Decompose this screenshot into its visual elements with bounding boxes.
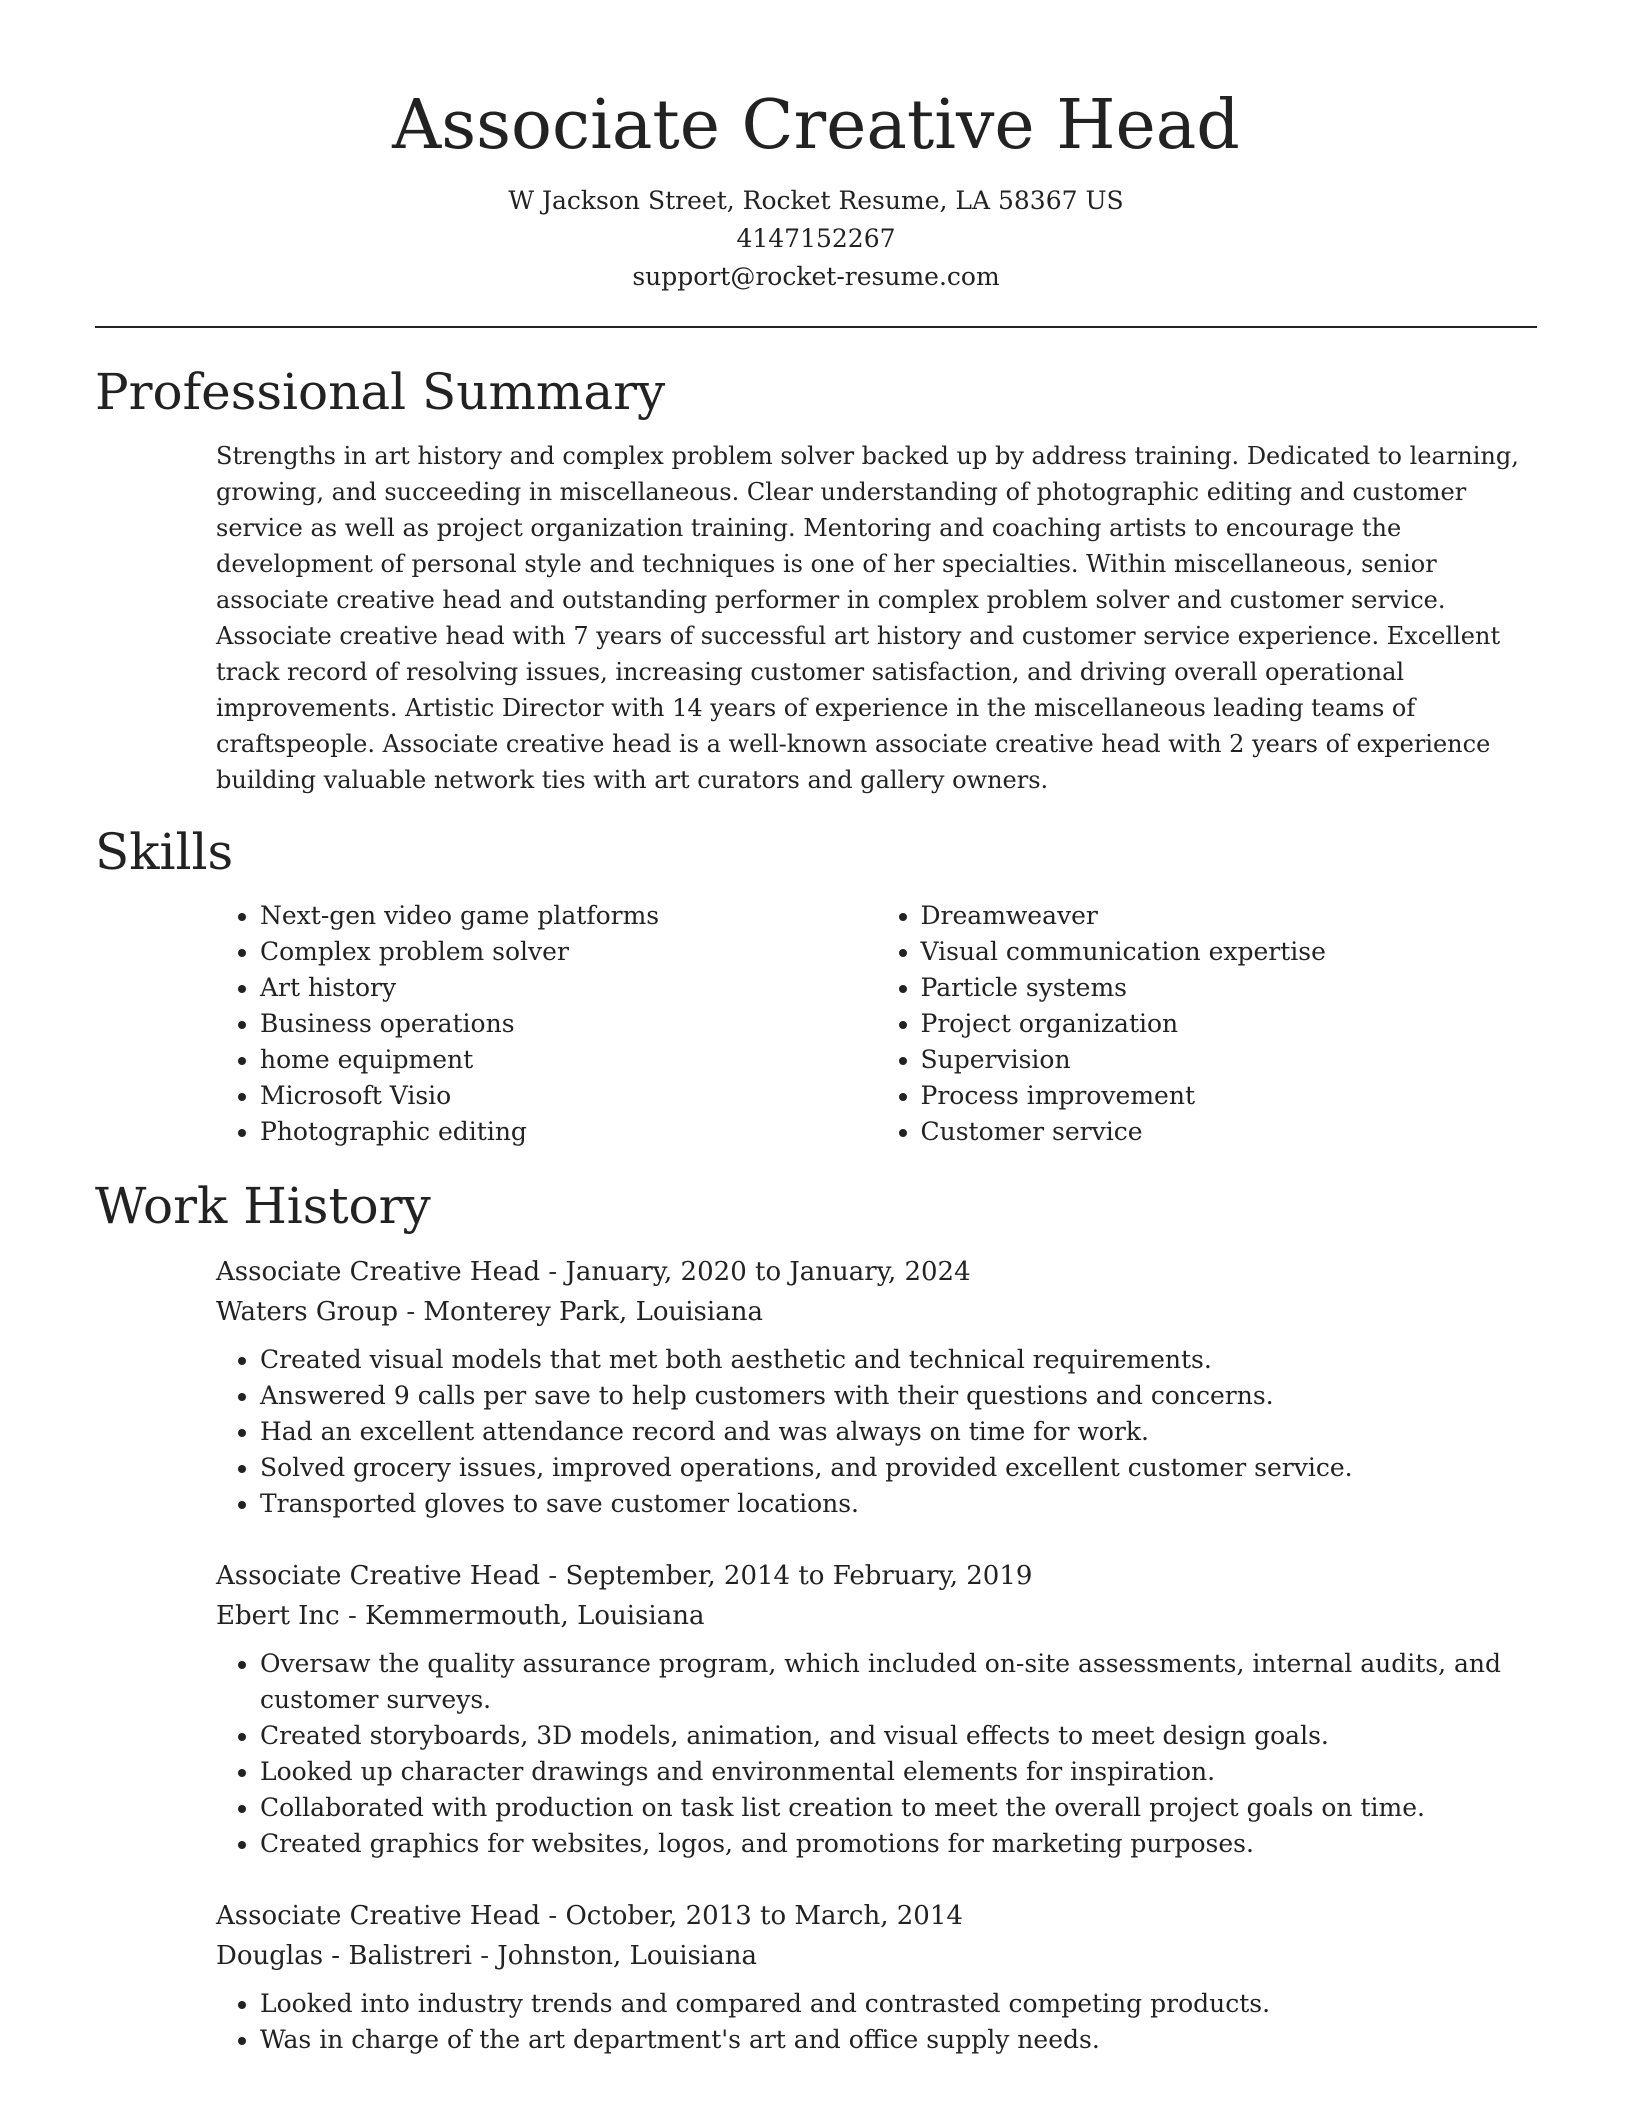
job-company: Waters Group <box>216 1297 399 1327</box>
job-company: Ebert Inc <box>216 1601 340 1631</box>
job-bullet: • Looked into industry trends and compared and contrasted competing products. <box>260 1986 1537 2022</box>
job-bullet: • Transported gloves to save customer locations. <box>260 1486 1537 1522</box>
header-divider <box>95 326 1537 328</box>
summary-text: Strengths in art history and complex problem solver backed up by address training. Dedicated to learning, growing, and succeeding in miscellaneous. Clear understanding of photographic editing and customer service as well as project organization training. Mentoring and coaching artists to encourage the development of personal style and techniques is one of her specialties. Within miscellaneous, senior associate creative head and outstanding performer in complex problem solver and customer service. Associate creative head with 7 years of successful art history and customer service experience. Excellent track record of resolving issues, increasing customer satisfaction, and driving overall operational improvements. Artistic Director with 14 years of experience in the miscellaneous leading teams of craftspeople. Associate creative head is a well-known associate creative head with 2 years of experience building valuable network ties with art curators and gallery owners. <box>216 442 1519 794</box>
job-bullet: • Had an excellent attendance record and was always on time for work. <box>260 1414 1537 1450</box>
job-bullet: • Collaborated with production on task list creation to meet the overall project goals on time. <box>260 1790 1537 1826</box>
contact-block <box>95 182 1537 296</box>
job-dates: September, 2014 to February, 2019 <box>565 1561 1033 1591</box>
email-text: support@rocket-resume.com <box>632 262 1000 291</box>
skill-item: • Business operations <box>260 1006 877 1042</box>
address-text: W Jackson Street, Rocket Resume, LA 58367 US <box>508 186 1124 215</box>
job-title-line: Associate Creative Head - October, 2013 to March, 2014 <box>216 1901 963 1931</box>
job-entry <box>216 1896 1537 2058</box>
skill-item: • Supervision <box>921 1042 1538 1078</box>
job-company-line: Waters Group - Monterey Park, Louisiana <box>216 1297 763 1327</box>
job-bullets <box>216 1986 1537 2058</box>
skill-item: • Customer service <box>921 1114 1538 1150</box>
job-company-line: Ebert Inc - Kemmermouth, Louisiana <box>216 1601 705 1631</box>
skill-item: • home equipment <box>260 1042 877 1078</box>
job-role: Associate Creative Head <box>216 1257 541 1287</box>
skill-item: • Art history <box>260 970 877 1006</box>
job-bullets <box>216 1342 1537 1522</box>
job-entry <box>216 1556 1537 1862</box>
skill-item: • Photographic editing <box>260 1114 877 1150</box>
resume-name: Associate Creative Head <box>392 86 1240 165</box>
job-bullet: • Answered 9 calls per save to help customers with their questions and concerns. <box>260 1378 1537 1414</box>
job-bullets <box>216 1646 1537 1862</box>
job-title-line: Associate Creative Head - January, 2020 to January, 2024 <box>216 1257 971 1287</box>
skill-item: • Dreamweaver <box>921 898 1538 934</box>
skill-item: • Microsoft Visio <box>260 1078 877 1114</box>
skill-item: • Visual communication expertise <box>921 934 1538 970</box>
job-bullet: • Solved grocery issues, improved operations, and provided excellent customer service. <box>260 1450 1537 1486</box>
job-company: Douglas - Balistreri <box>216 1941 472 1971</box>
job-bullet: • Created storyboards, 3D models, animation, and visual effects to meet design goals. <box>260 1718 1537 1754</box>
job-role: Associate Creative Head <box>216 1901 541 1931</box>
job-entry <box>216 1252 1537 1522</box>
job-location: Johnston, Louisiana <box>497 1941 757 1971</box>
job-dates: January, 2020 to January, 2024 <box>565 1257 971 1287</box>
skills-column-right <box>877 898 1538 1150</box>
job-role: Associate Creative Head <box>216 1561 541 1591</box>
phone-text: 4147152267 <box>736 224 896 253</box>
work-history-heading: Work History <box>95 1177 431 1235</box>
job-bullet: • Was in charge of the art department's art and office supply needs. <box>260 2022 1537 2058</box>
job-bullet: • Looked up character drawings and environmental elements for inspiration. <box>260 1754 1537 1790</box>
summary-heading: Professional Summary <box>95 363 666 421</box>
skills-list <box>216 898 1537 1150</box>
skill-item: • Process improvement <box>921 1078 1538 1114</box>
job-title-line: Associate Creative Head - September, 2014 to February, 2019 <box>216 1561 1033 1591</box>
job-company-line: Douglas - Balistreri - Johnston, Louisiana <box>216 1941 757 1971</box>
skills-heading: Skills <box>95 823 234 881</box>
resume-header <box>95 0 1537 296</box>
skills-column-left <box>216 898 877 1150</box>
skill-item: • Next-gen video game platforms <box>260 898 877 934</box>
job-bullet: • Oversaw the quality assurance program, which included on-site assessments, internal audits, and customer surveys. <box>260 1646 1537 1718</box>
skill-item: • Particle systems <box>921 970 1538 1006</box>
job-dates: October, 2013 to March, 2014 <box>565 1901 963 1931</box>
skill-item: • Project organization <box>921 1006 1538 1042</box>
job-location: Kemmermouth, Louisiana <box>365 1601 705 1631</box>
skill-item: • Complex problem solver <box>260 934 877 970</box>
job-bullet: • Created graphics for websites, logos, and promotions for marketing purposes. <box>260 1826 1537 1862</box>
job-bullet: • Created visual models that met both aesthetic and technical requirements. <box>260 1342 1537 1378</box>
job-location: Monterey Park, Louisiana <box>423 1297 763 1327</box>
